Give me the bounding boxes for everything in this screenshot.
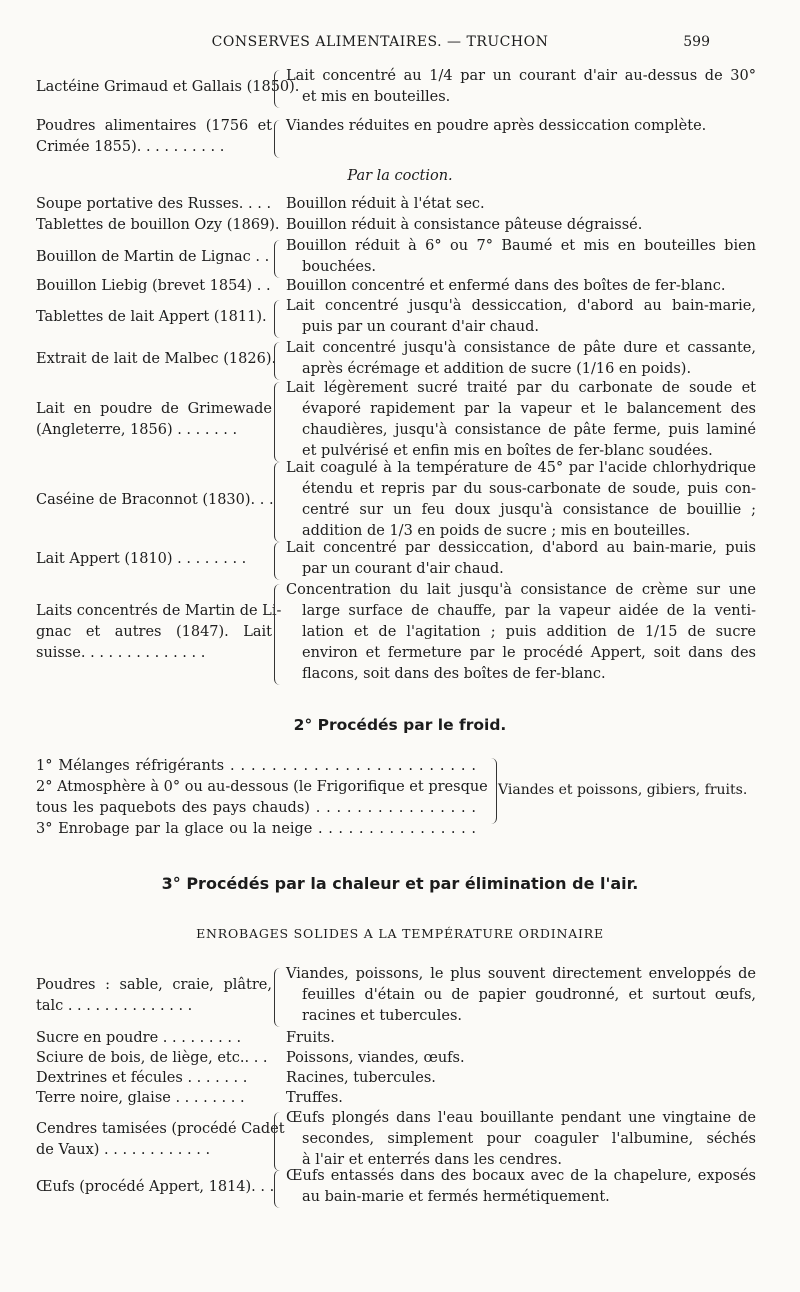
entry-label-line: Tablettes de bouillon Ozy (1869). [36, 217, 280, 233]
entry-description [286, 1050, 756, 1071]
entry-description [286, 298, 756, 340]
brace [274, 120, 285, 158]
entry-description [286, 217, 756, 238]
froid-line: 2° Atmosphère à 0° ou au-dessous (le Frigorifique et presque [36, 779, 488, 795]
entry-description-line: centré sur un feu doux jusqu'à consistance de bouillie ; [302, 502, 756, 518]
entry-description-line: Lait concentré par dessiccation, d'abord au bain-marie, puis [286, 540, 756, 556]
entry-label-line: Bouillon Liebig (brevet 1854) . . [36, 278, 271, 294]
entry-description-line: Truffes. [286, 1090, 343, 1106]
entry-description-line: Poissons, viandes, œufs. [286, 1050, 465, 1066]
entry-description-line: Lait coagulé à la température de 45° par l'acide chlorhydrique [286, 460, 756, 476]
entry-description-line: Lait légèrement sucré traité par du carbonate de soude et [286, 380, 756, 396]
entry-description [286, 1030, 756, 1051]
entry-label [36, 78, 300, 100]
entry-description-line: environ et fermeture par le procédé Appert, soit dans des [302, 645, 756, 661]
entry-description-line: puis par un courant d'air chaud. [302, 319, 540, 335]
entry-label [36, 401, 272, 443]
entry-description-line: Racines, tubercules. [286, 1070, 436, 1086]
entry-label-line: Caséine de Braconnot (1830). . . [36, 491, 274, 508]
entry-label-line: Extrait de lait de Malbec (1826). [36, 350, 277, 367]
entry-description [286, 238, 756, 280]
brace [274, 1170, 285, 1208]
entry-label [36, 217, 280, 238]
entry-description-line: par un courant d'air chaud. [302, 561, 504, 577]
entry-description-line: flacons, soit dans des boîtes de fer-blanc. [302, 666, 606, 682]
entry-label-line: Dextrines et fécules . . . . . . . [36, 1070, 248, 1086]
heading-chaleur: 3° Procédés par la chaleur et par élimination de l'air. [161, 874, 639, 893]
entry-label [36, 1030, 272, 1051]
entry-description-line: chaudières, jusqu'à consistance de pâte ferme, puis laminé [302, 422, 756, 438]
entry-label [36, 1050, 272, 1071]
entry-label-line: Tablettes de lait Appert (1811). [36, 308, 267, 325]
brace [274, 1112, 285, 1171]
entry-description-line: secondes, simplement pour coaguler l'albumine, séchés [302, 1131, 756, 1147]
entry-description-line: et pulvérisé et enfin mis en boîtes de fer-blanc soudées. [302, 443, 713, 459]
froid-line: 3° Enrobage par la glace ou la neige . . . . . . . . . . . . . . . . [36, 821, 476, 837]
entry-label-line: Lait en poudre de Grimewade [36, 401, 272, 417]
entry-label-line: Lait Appert (1810) . . . . . . . . [36, 550, 247, 567]
entry-label [36, 309, 272, 330]
heading-froid: 2° Procédés par le froid. [293, 716, 507, 734]
brace [274, 584, 285, 685]
entry-label [36, 492, 272, 513]
entry-label-line: Bouillon de Martin de Lignac . . [36, 248, 270, 265]
entry-label-line: Œufs (procédé Appert, 1814). . . [36, 1178, 275, 1195]
heading-enrobages: ENROBAGES SOLIDES A LA TEMPÉRATURE ORDINAIRE [196, 926, 604, 941]
entry-label [36, 350, 277, 372]
entry-label-line: de Vaux) . . . . . . . . . . . . [36, 1141, 211, 1158]
entry-description [286, 460, 756, 544]
entry-label-line: Sucre en poudre . . . . . . . . . [36, 1030, 242, 1046]
brace [274, 240, 285, 278]
entry-description-line: Bouillon réduit à consistance pâteuse dégraissé. [286, 217, 643, 233]
entry-label-line: talc . . . . . . . . . . . . . . [36, 997, 193, 1014]
entry-label-line: Sciure de bois, de liège, etc.. . . [36, 1050, 268, 1066]
entry-description-line: à l'air et enterrés dans les cendres. [302, 1152, 563, 1168]
entry-description-line: Fruits. [286, 1030, 335, 1046]
entry-description [286, 278, 756, 299]
entry-label-line: Soupe portative des Russes. . . . [36, 196, 272, 212]
entry-description [286, 118, 756, 139]
entry-description [286, 540, 756, 582]
entry-label-line: Crimée 1855). . . . . . . . . . [36, 139, 225, 155]
entry-label [36, 1178, 275, 1200]
entry-label [36, 551, 272, 572]
entry-label-line: suisse. . . . . . . . . . . . . . [36, 645, 206, 661]
entry-label [36, 977, 272, 1019]
entry-description-line: Bouillon concentré et enfermé dans des boîtes de fer-blanc. [286, 278, 726, 294]
brace [274, 542, 285, 580]
entry-description-line: feuilles d'étain ou de papier goudronné, et surtout œufs, [302, 987, 756, 1003]
entry-description-line: Œufs plongés dans l'eau bouillante pendant une vingtaine de [286, 1110, 756, 1126]
entry-label-line: (Angleterre, 1856) . . . . . . . [36, 422, 238, 438]
entry-description-line: Bouillon réduit à l'état sec. [286, 196, 485, 212]
entry-description [286, 582, 756, 687]
entry-description-line: étendu et repris par du sous-carbonate de soude, puis con- [302, 481, 756, 497]
entry-description-line: Viandes réduites en poudre après dessiccation complète. [286, 118, 707, 134]
entry-label [36, 118, 272, 160]
entry-label-line: Lactéine Grimaud et Gallais (1850). [36, 78, 300, 95]
entry-description-line: large surface de chauffe, par la vapeur aidée de la venti- [302, 603, 756, 619]
entry-label [36, 278, 272, 299]
entry-label [36, 1070, 272, 1091]
entry-label-line: Terre noire, glaise . . . . . . . . [36, 1090, 245, 1106]
entry-description [286, 380, 756, 464]
entry-description [286, 340, 756, 382]
entry-label-line: Poudres : sable, craie, plâtre, [36, 976, 272, 993]
entry-label-line: gnac et autres (1847). Lait [36, 624, 272, 640]
entry-description-line: addition de 1/3 en poids de sucre ; mis en bouteilles. [302, 523, 691, 539]
entry-description [286, 1168, 756, 1210]
brace [274, 70, 285, 108]
entry-label [36, 196, 272, 217]
entry-label [36, 249, 272, 270]
entry-description-line: Œufs entassés dans des bocaux avec de la chapelure, exposés [286, 1168, 756, 1184]
brace [274, 462, 285, 542]
running-title: CONSERVES ALIMENTAIRES. — TRUCHON [211, 34, 549, 50]
brace [274, 300, 285, 338]
brace [274, 968, 285, 1027]
entry-description [286, 196, 756, 217]
entry-description-line: racines et tubercules. [302, 1008, 463, 1024]
entry-description-line: Bouillon réduit à 6° ou 7° Baumé et mis en bouteilles bien [286, 238, 756, 254]
entry-description-line: au bain-marie et fermés hermétiquement. [302, 1189, 610, 1205]
entry-label [36, 1090, 272, 1111]
entry-description-line: Lait concentré au 1/4 par un courant d'air au-dessus de 30° [286, 68, 756, 84]
froid-line: tous les paquebots des pays chauds) . . . . . . . . . . . . . . . . [36, 800, 476, 816]
entry-description-line: après écrémage et addition de sucre (1/16 en poids). [302, 361, 692, 377]
entry-description [286, 1110, 756, 1173]
entry-description [286, 966, 756, 1029]
entry-description-line: Concentration du lait jusqu'à consistance de crème sur une [286, 582, 756, 598]
entry-description-line: évaporé rapidement par la vapeur et le balancement des [302, 401, 756, 417]
entry-label [36, 1120, 285, 1163]
entry-description [286, 1090, 756, 1111]
entry-description [286, 1070, 756, 1091]
page-number: 599 [683, 34, 710, 50]
entry-label-line: Cendres tamisées (procédé Cadet [36, 1120, 285, 1137]
entry-description-line: bouchées. [302, 259, 377, 275]
entry-description [286, 68, 756, 110]
entry-label-line: Laits concentrés de Martin de Li- [36, 603, 282, 619]
entry-description-line: Lait concentré jusqu'à dessiccation, d'abord au bain-marie, [286, 298, 756, 314]
entry-description-line: lation et de l'agitation ; puis addition de 1/15 de sucre [302, 624, 756, 640]
entry-label [36, 603, 282, 666]
froid-list [36, 758, 488, 842]
brace [482, 758, 497, 824]
entry-description-line: et mis en bouteilles. [302, 89, 451, 105]
entry-description-line: Lait concentré jusqu'à consistance de pâte dure et cassante, [286, 340, 756, 356]
entry-description-line: Viandes, poissons, le plus souvent directement enveloppés de [286, 966, 756, 982]
froid-result: Viandes et poissons, gibiers, fruits. [498, 782, 748, 798]
page-header [0, 34, 800, 54]
brace [274, 382, 285, 462]
brace [274, 342, 285, 380]
entry-label-line: Poudres alimentaires (1756 et [36, 118, 272, 134]
froid-line: 1° Mélanges réfrigérants . . . . . . . . . . . . . . . . . . . . . . . . [36, 758, 476, 774]
heading-coction: Par la coction. [347, 168, 453, 184]
